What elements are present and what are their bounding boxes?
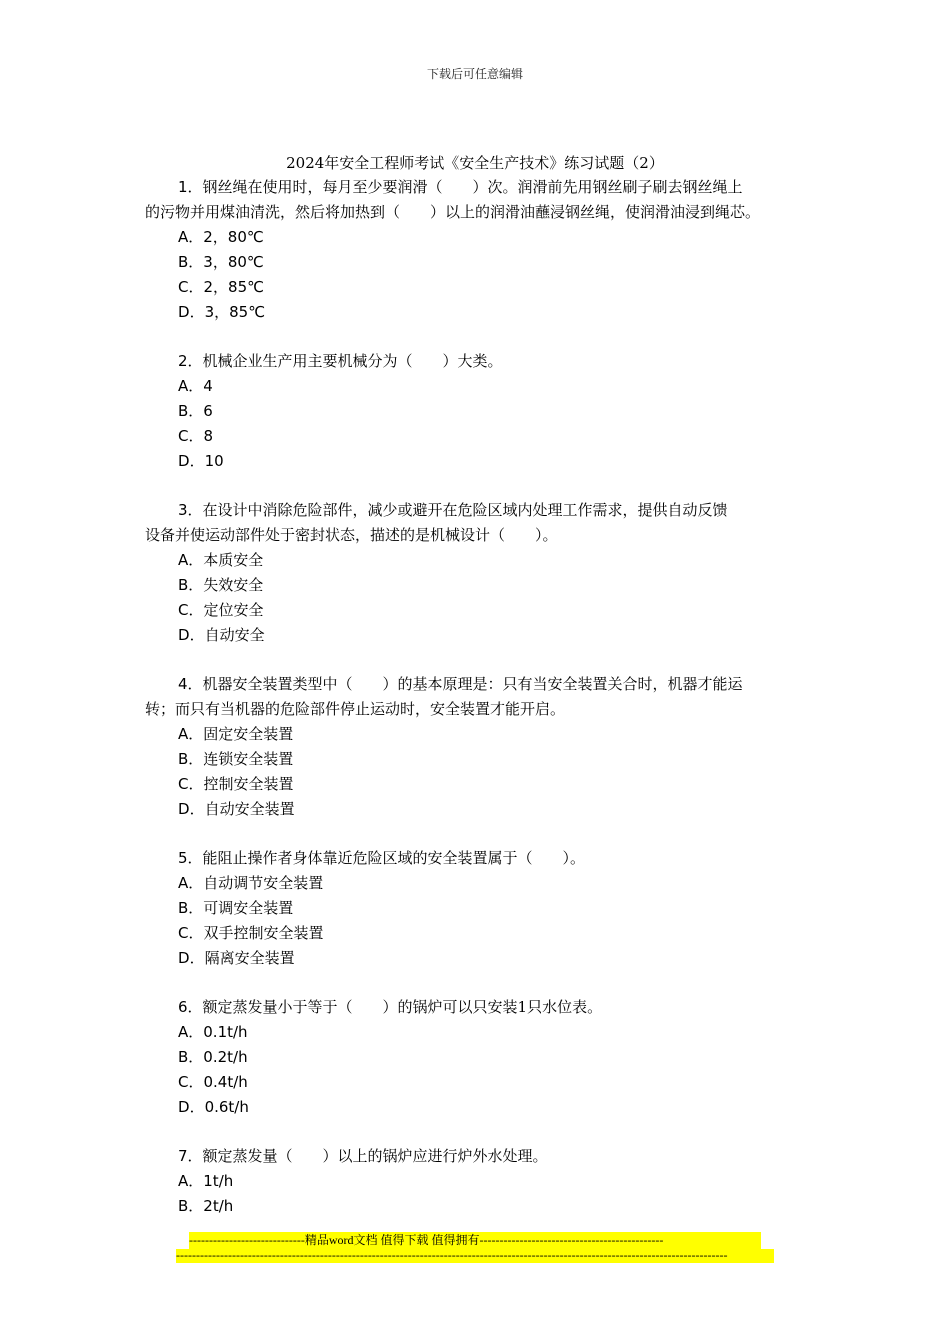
option-text: ．隔离安全装置: [189, 949, 295, 967]
footer-dashes: ------------------------------------------------------------------------------------------------------------------------------------------: [176, 1249, 774, 1263]
question-spacer: [145, 822, 815, 846]
option-text: ．0.2t/h: [188, 1048, 248, 1066]
question-stem: [145, 846, 815, 871]
option-a: [145, 225, 815, 250]
option-text: ．6: [188, 402, 213, 420]
question-stem-line: [145, 349, 815, 374]
option-letter: C: [178, 775, 189, 793]
question-text-continued: 转；而只有当机器的危险部件停止运动时，安全装置才能开启。: [145, 700, 566, 718]
option-a: [145, 548, 815, 573]
question-spacer: [145, 971, 815, 995]
question-1: [145, 175, 815, 325]
option-text: ．0.4t/h: [188, 1073, 248, 1091]
option-letter: C: [178, 278, 189, 296]
option-c: [145, 275, 815, 300]
option-letter: B: [178, 750, 189, 768]
option-letter: A: [178, 377, 189, 395]
question-text: ．机械企业生产用主要机械分为（ ）大类。: [187, 352, 503, 370]
option-letter: D: [178, 800, 190, 818]
option-text: ．自动安全: [189, 626, 265, 644]
option-letter: C: [178, 427, 189, 445]
question-number: 5: [178, 849, 188, 867]
option-text: ．0.6t/h: [189, 1098, 249, 1116]
option-text: ．双手控制安全装置: [188, 924, 324, 942]
question-3: [145, 498, 815, 648]
option-c: [145, 598, 815, 623]
question-list: [145, 175, 815, 1219]
option-b: [145, 747, 815, 772]
option-letter: D: [178, 626, 190, 644]
question-stem-line: [145, 846, 815, 871]
question-number: 7: [178, 1147, 188, 1165]
option-d: [145, 300, 815, 325]
option-text: ．8: [188, 427, 214, 445]
question-stem-line: [145, 498, 815, 523]
option-letter: D: [178, 949, 190, 967]
question-number: 4: [178, 675, 188, 693]
question-text: ．额定蒸发量小于等于（ ）的锅炉可以只安装1只水位表。: [187, 998, 603, 1016]
option-text: ．2，85℃: [188, 278, 264, 296]
option-letter: B: [178, 576, 189, 594]
question-stem: [145, 498, 815, 548]
option-text: ．3，80℃: [188, 253, 264, 271]
option-letter: A: [178, 228, 189, 246]
option-text: ．自动调节安全装置: [188, 874, 324, 892]
option-letter: B: [178, 899, 189, 917]
option-c: [145, 921, 815, 946]
option-b: [145, 399, 815, 424]
option-letter: D: [178, 452, 190, 470]
option-b: [145, 1045, 815, 1070]
option-c: [145, 1070, 815, 1095]
question-number: 2: [178, 352, 188, 370]
option-text: ．可调安全装置: [188, 899, 294, 917]
question-number: 1: [178, 178, 188, 196]
option-letter: A: [178, 1172, 189, 1190]
option-text: ．0.1t/h: [188, 1023, 248, 1041]
question-2: [145, 349, 815, 474]
option-a: [145, 1020, 815, 1045]
option-a: [145, 871, 815, 896]
page-title: 2024年安全工程师考试《安全生产技术》练习试题（2）: [286, 154, 664, 172]
option-b: [145, 573, 815, 598]
question-number: 6: [178, 998, 188, 1016]
question-6: [145, 995, 815, 1120]
question-stem: [145, 349, 815, 374]
option-a: [145, 374, 815, 399]
option-letter: B: [178, 1197, 189, 1215]
question-stem: [145, 995, 815, 1020]
option-text: ．10: [189, 452, 224, 470]
option-b: [145, 1194, 815, 1219]
option-text: ．3，85℃: [189, 303, 266, 321]
option-c: [145, 772, 815, 797]
option-text: ．1t/h: [188, 1172, 234, 1190]
question-stem-line: [145, 175, 815, 200]
question-spacer: [145, 1120, 815, 1144]
question-text: ．能阻止操作者身体靠近危险区域的安全装置属于（ ）。: [187, 849, 586, 867]
option-d: [145, 1095, 815, 1120]
option-letter: A: [178, 551, 189, 569]
question-stem-line: [145, 995, 815, 1020]
option-text: ．2t/h: [188, 1197, 234, 1215]
question-stem-line: [145, 672, 815, 697]
footer-banner: -----------------------------精品word文档 值得下载 值得拥有----------------------------------------------: [189, 1232, 761, 1249]
question-spacer: [145, 648, 815, 672]
question-spacer: [145, 325, 815, 349]
question-text-continued: 设备并使运动部件处于密封状态，描述的是机械设计（ ）。: [145, 526, 558, 544]
question-text: ．钢丝绳在使用时，每月至少要润滑（ ）次。润滑前先用钢丝刷子刷去钢丝绳上: [187, 178, 743, 196]
option-letter: C: [178, 1073, 189, 1091]
option-letter: C: [178, 924, 189, 942]
question-number: 3: [178, 501, 188, 519]
option-text: ．自动安全装置: [189, 800, 295, 818]
option-letter: D: [178, 1098, 190, 1116]
question-spacer: [145, 474, 815, 498]
option-letter: D: [178, 303, 190, 321]
question-4: [145, 672, 815, 822]
question-stem: [145, 1144, 815, 1169]
question-5: [145, 846, 815, 971]
option-letter: A: [178, 725, 189, 743]
option-a: [145, 1169, 815, 1194]
question-text: ．在设计中消除危险部件，减少或避开在危险区域内处理工作需求，提供自动反馈: [187, 501, 728, 519]
option-text: ．本质安全: [188, 551, 264, 569]
option-letter: A: [178, 874, 189, 892]
question-stem-line: [145, 1144, 815, 1169]
option-b: [145, 896, 815, 921]
option-letter: A: [178, 1023, 189, 1041]
option-d: [145, 946, 815, 971]
option-d: [145, 797, 815, 822]
option-text: ．连锁安全装置: [188, 750, 294, 768]
option-a: [145, 722, 815, 747]
option-d: [145, 623, 815, 648]
option-text: ．4: [188, 377, 213, 395]
option-text: ．2，80℃: [188, 228, 264, 246]
question-text: ．机器安全装置类型中（ ）的基本原理是：只有当安全装置关合时，机器才能运: [187, 675, 743, 693]
question-stem: [145, 175, 815, 225]
option-letter: C: [178, 601, 189, 619]
option-letter: B: [178, 1048, 189, 1066]
question-text-continued: 的污物并用煤油清洗，然后将加热到（ ）以上的润滑油蘸浸钢丝绳，使润滑油浸到绳芯。: [145, 203, 761, 221]
option-text: ．失效安全: [188, 576, 264, 594]
option-letter: B: [178, 402, 189, 420]
option-d: [145, 449, 815, 474]
option-b: [145, 250, 815, 275]
option-text: ．固定安全装置: [188, 725, 294, 743]
question-stem: [145, 672, 815, 722]
option-text: ．控制安全装置: [188, 775, 294, 793]
page-header: 下载后可任意编辑: [426, 67, 523, 81]
question-text: ．额定蒸发量（ ）以上的锅炉应进行炉外水处理。: [187, 1147, 548, 1165]
question-7: [145, 1144, 815, 1219]
option-text: ．定位安全: [188, 601, 264, 619]
option-c: [145, 424, 815, 449]
option-letter: B: [178, 253, 189, 271]
